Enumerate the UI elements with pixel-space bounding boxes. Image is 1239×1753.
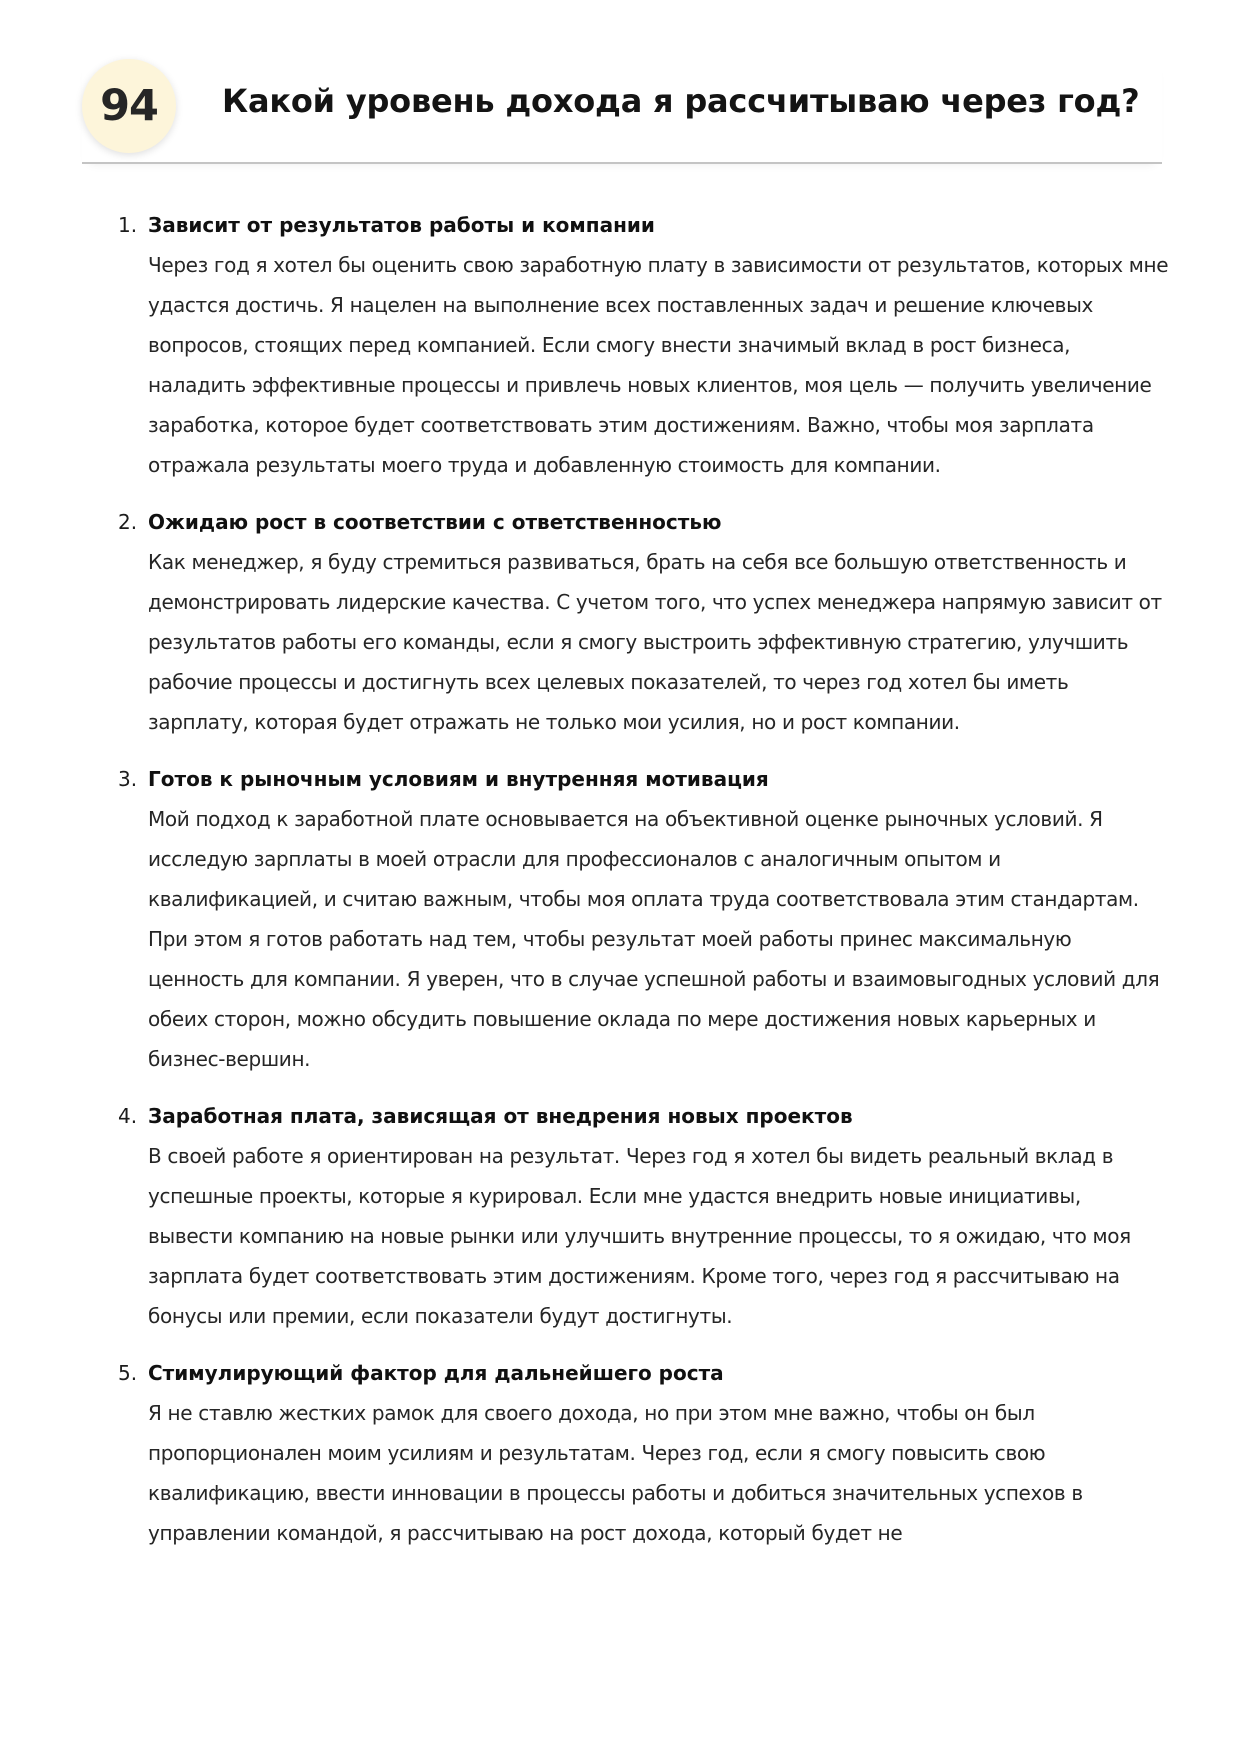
answer-text: Как менеджер, я буду стремиться развиваться, брать на себя все большую ответственность и демонстрировать лидерские качества. С учетом того, что успех менеджера напрямую зависит от результатов работы его команды, если я смогу выстроить эффективную стратегию, улучшить рабочие процессы и достигнуть всех целевых показателей, то через год хотел бы иметь зарплату, которая будет отражать не только мои усилия, но и рост компании. — [148, 550, 1162, 734]
answer-number: 2. — [118, 510, 138, 534]
answer-text: В своей работе я ориентирован на результат. Через год я хотел бы видеть реальный вклад в успешные проекты, которые я курировал. Если мне удастся внедрить новые инициативы, вывести компанию на новые рынки или улучшить внутренние процессы, то я ожидаю, что моя зарплата будет соответствовать этим достижениям. Кроме того, через год я рассчитываю на бонусы или премии, если показатели будут достигнуты. — [148, 1144, 1131, 1328]
answer-heading: Заработная плата, зависящая от внедрения новых проектов — [148, 1104, 853, 1128]
page-number-badge: 94 — [82, 59, 176, 153]
answer-text: Мой подход к заработной плате основывается на объективной оценке рыночных условий. Я исследую зарплаты в моей отрасли для профессионалов с аналогичным опытом и квалификацией, и считаю важным, чтобы моя оплата труда соответствовала этим стандартам. При этом я готов работать над тем, чтобы результат моей работы принес максимальную ценность для компании. Я уверен, что в случае успешной работы и взаимовыгодных условий для обеих сторон, можно обсудить повышение оклада по мере достижения новых карьерных и бизнес-вершин. — [148, 807, 1160, 1071]
answer-heading: Готов к рыночным условиям и внутренняя мотивация — [148, 767, 769, 791]
answer-number: 5. — [118, 1361, 138, 1385]
answer-number: 1. — [118, 213, 138, 237]
answer-item — [118, 1097, 1170, 1336]
answer-heading: Ожидаю рост в соответствии с ответственностью — [148, 510, 722, 534]
answer-number: 4. — [118, 1104, 138, 1128]
answer-item — [118, 1354, 1170, 1553]
answer-heading: Стимулирующий фактор для дальнейшего роста — [148, 1361, 724, 1385]
answer-text: Через год я хотел бы оценить свою заработную плату в зависимости от результатов, которых мне удастся достичь. Я нацелен на выполнение всех поставленных задач и решение ключевых вопросов, стоящих перед компанией. Если смогу внести значимый вклад в рост бизнеса, наладить эффективные процессы и привлечь новых клиентов, моя цель — получить увеличение заработка, которое будет соответствовать этим достижениям. Важно, чтобы моя зарплата отражала результаты моего труда и добавленную стоимость для компании. — [148, 253, 1169, 477]
answer-item — [118, 760, 1170, 1079]
answer-list — [118, 206, 1170, 1571]
answer-number: 3. — [118, 767, 138, 791]
answer-item — [118, 206, 1170, 485]
answer-text: Я не ставлю жестких рамок для своего дохода, но при этом мне важно, чтобы он был пропорционален моим усилиям и результатам. Через год, если я смогу повысить свою квалификацию, ввести инновации в процессы работы и добиться значительных успехов в управлении командой, я рассчитываю на рост дохода, который будет не — [148, 1401, 1083, 1545]
answer-heading: Зависит от результатов работы и компании — [148, 213, 655, 237]
answer-item — [118, 503, 1170, 742]
page-header — [82, 58, 1162, 164]
page-title: Какой уровень дохода я рассчитываю через год? — [222, 82, 1140, 120]
